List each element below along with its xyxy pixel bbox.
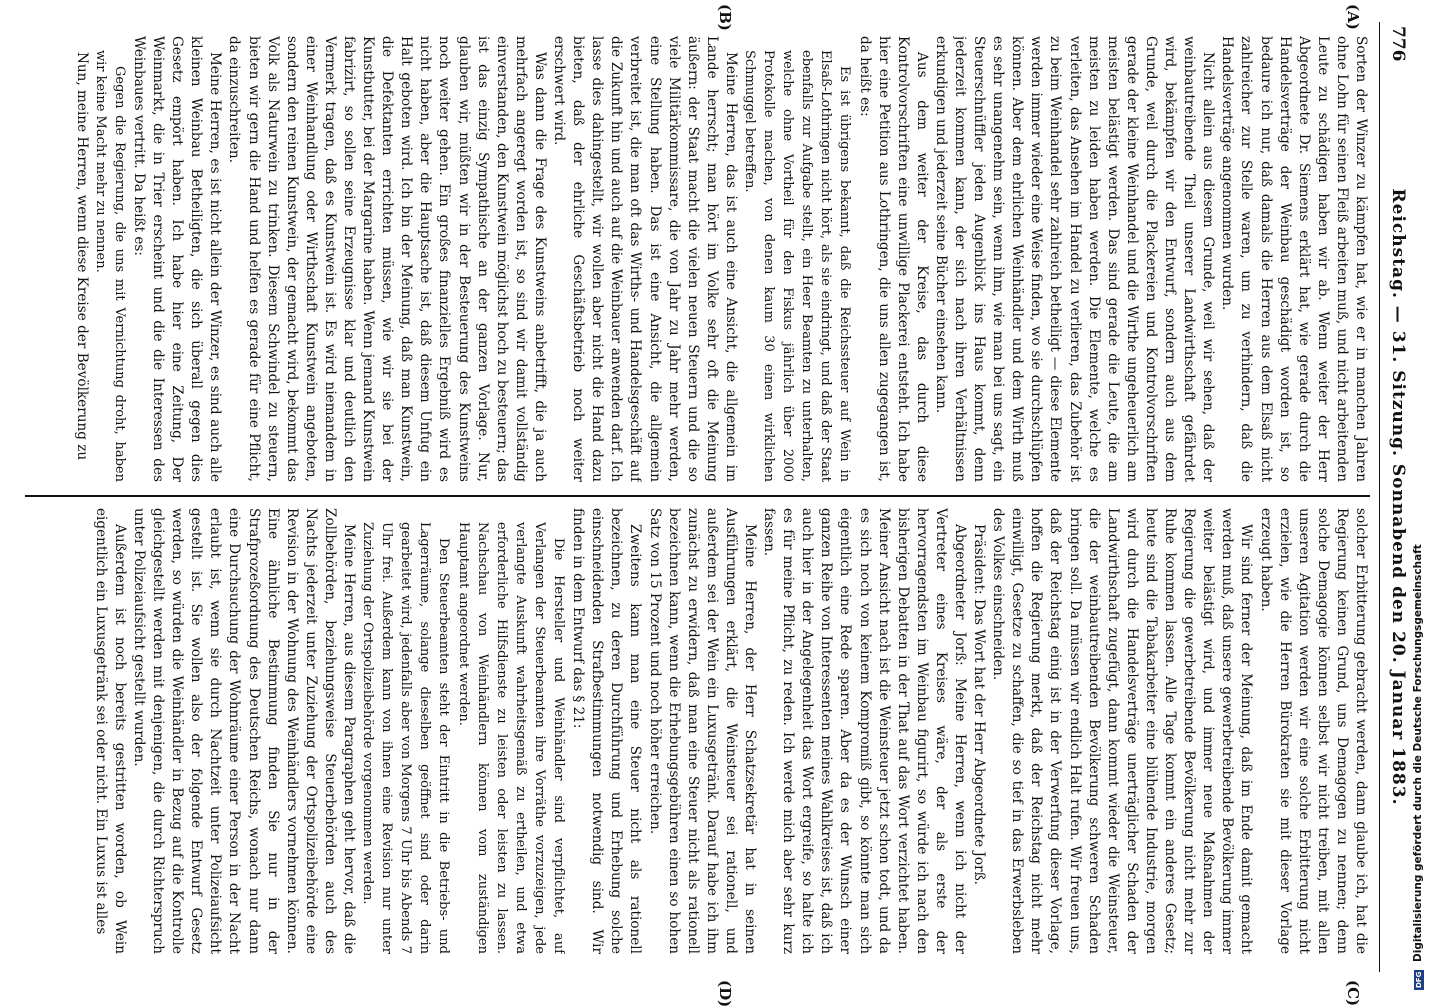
margin-mark-c: (C) [1344, 980, 1362, 1007]
left-column [25, 36, 1370, 482]
paragraph: Was dann die Frage des Kunstweins anbetrifft, die ja auch mehrfach angeregt worden ist, so sind wir damit vollständig einverstanden, den Kunstwein möglichst hoch zu besteuern; das ist das einzig Sympathische an der ganzen Vorlage. Nur, glauben wir, müßten wir in der Besteuerung des Kunstweins noch weiter gehen. Ein großes finanzielles Ergebniß wird es nicht haben, aber die Hauptsache ist, daß diesem Unfug ein Halt geboten wird. Ich bin der Meinung, daß man Kunstwein, die Defektanten errichten müssen, wie wir sie bei der Kunstbutter, bei der Margarine haben. Wenn jemand Kunstwein fabrizirt, so sollen seine Erzeugnisse klar und deutlich den Vermerk tragen, daß es Kunstwein ist. Es wird niemandem in einer Weinhandlung oder Wirthschaft Kunstwein angeboten, sondern den reinen Kunstwein, der gemacht wird, bekommt das Volk als Naturwein zu trinken. Diesem Schwindel zu steuern, bieten wir gern die Hand und helfen es gerade für eine Pflicht, da einzuschreiten. [226, 36, 548, 482]
paragraph: Außerdem ist noch bereits gestritten worden, ob Wein eigentlich ein Luxusgetränk sei oder nicht. Ein Luxus ist alles [92, 508, 128, 954]
paragraph: Nicht allein aus diesem Grunde, weil wir sehen, daß der weinbautreibende Theil unserer Landwirthschaft gefährdet wird, bekämpfen wir den Entwurf, sondern auch aus dem Grunde, weil durch die Plackereien und Kontrolvorschriften gerade der kleine Weinhandel und die Wirthe ungeheuerlich am meisten belästigt werden. Das sind gerade die Leute, die am meisten zu leiden haben werden. Die Elemente, welche es verleiten, das Ansehen im Handel zu verlieren, das Zubehör ist zu beim Weinhandel sehr zahlreich betheiligt — diese Elemente werden immer wieder eine Weise finden, wo sie durchschlüpfen können. Aber dem ehrlichen Weinhändler und dem Wirth muß es sehr unangenehm sein, wenn ihm, wie man bei uns sagt, ein Steuerschnüffler jeden Augenblick ins Haus kommt, denn jederzeit kommen kann, der sich nach ihren Verhältnissen erkundigen und jederzeit seine Bücher einsehen kann. [932, 36, 1217, 482]
dfg-logo: DFG [1415, 971, 1423, 988]
paragraph: Aus dem weiter der Kreise, das durch diese Kontrolvorschriften eine unwillige Plackerei entsteht. Ich habe hier eine Petition aus Lothringen, die uns allen zugegangen ist, da heißt es: [856, 36, 930, 482]
paragraph: Wir sind ferner der Meinung, daß im Ende damit gemacht werden muß, daß unsere gewerbetreibende Bevölkerung immer weiter belästigt wird, und immer neue Maßnahmen der Regierung die gewerbetreibende Bevölkerung nicht mehr zur Ruhe kommen lassen. Alle Tage kommt ein anderes Gesetz; heute sind die Tabakarbeiter eine blühende Industrie, morgen wird durch die Handelsverträge unerträglicher Schaden der Landwirthschaft zugefügt, dann kommt wieder die Weinsteuer, die der weinbautreibenden Bevölkerung schweren Schaden bringen soll. Da müssen wir endlich Halt rufen. Wir freuen uns, daß der Reichstag einig ist in der Verwerfung dieser Vorlage, hoffen die Regierung merkt, daß der Reichstag nicht mehr einwilligt, Gesetze zu schaffen, die so tief in das Erwerbsleben des Volkes einschneiden. [990, 508, 1255, 954]
newspaper-sheet [4, 4, 1414, 1007]
margin-mark-d: (D) [716, 980, 734, 1007]
paragraph: Meine Herren, der Herr Schatzsekretär hat in seinen Ausführungen erklärt, die Weinsteuer sei rationell, und außerdem sei der Wein ein Luxusgetränk. Darauf habe ich ihm zunächst zu erwidern, daß man eine Steuer nicht als rationell bezeichnen kann, wenn die Erhebungsgebühren einen so hohen Satz von 15 Prozent und noch höher erreichen. [646, 508, 758, 954]
right-column [25, 508, 1370, 954]
margin-mark-a: (A) [1344, 4, 1362, 30]
quotation: Gegen die Regierung, die uns mit Vernichtung droht, haben wir keine Macht mehr zu nennen. [92, 50, 127, 482]
margin-mark-b: (B) [716, 4, 734, 31]
page-header [1379, 22, 1414, 972]
paragraph: Meine Herren, es ist nicht allein der Winzer, es sind auch alle kleinen Weinbau Betheiligten, die sich überall gegen dies Gesetz empört haben. Ich habe hier eine Zeitung, Der Weinmarkt, die in Trier erscheint und die die Interessen des Weinbaues vertritt. Da heißt es: [131, 36, 224, 482]
speaker-paragraph: Abgeordneter Jorß: Meine Herren, wenn ich nicht der Vertreter eines Kreises wäre, der als erste der hervorragendsten im Weinbau figurirt, so würde ich nach den bisherigen Debatten in der That auf das Wort verzichtet haben. Meiner Ansicht nach ist die Weinsteuer jetzt schon todt, und da es sich noch von keinem Kompromiß gibt, so könnte man sich eigentlich eine Rede sparen. Aber da es der Wunsch einer ganzen Reihe von Interessenten meines Wahlkreises ist, daß ich auch hier in der Angelegenheit das Wort ergreife, so halte ich es für meine Pflicht, zu reden. Ich werde mich aber sehr kurz fassen. [761, 508, 969, 954]
page-title: Reichstag. — 31. Sitzung. Sonnabend den 20. Januar 1883. [1388, 188, 1408, 806]
quotation: Die Hersteller und Weinhändler sind verpflichtet, auf Verlangen der Steuerbeamten ihre Vorräthe vorzuzeigen, jede verlangte Auskunft wahrheitsgemäß zu ertheilen, und etwa erforderliche Hilfsdienste zu leisten oder leisten zu lassen. Nachschau von Weinhändlern können vom zuständigen Hauptamt angeordnet werden. [455, 522, 567, 954]
quotation: Es ist übrigens bekannt, daß die Reichssteuer auf Wein in Elsaß-Lothringen nicht hört, als sie eindringt, und daß der Staat ebenfalls zur Aufgabe stellt, ein Heer Beamten zu unterhalten, welche ohne Vortheil für den Fiskus jährlich über 2000 Protokolle machen, von denen kaum 30 einen wirklichen Schmuggel betreffen. [742, 50, 853, 482]
paragraph: Nun, meine Herren, wenn diese Kreise der Bevölkerung zu [73, 52, 90, 461]
speaker-paragraph: Präsident: Das Wort hat der Herr Abgeordnete Jorß. [971, 524, 988, 885]
column-divider [25, 495, 1370, 497]
page-number: 776 [1388, 26, 1408, 62]
paragraph: solcher Erbitterung gebracht werden, dann glaube ich, hat die Regierung keinen Grund, uns Demagogen zu nennen; denn solche Demagogie können selbst wir nicht treiben, mit allen unseren Agitation werden wir eine solche Erbitterung nicht erzielen, wie die Herren Bürokraten sie mit dieser Vorlage erzeugt haben. [1257, 508, 1369, 954]
page-footer [1412, 0, 1430, 990]
quotation: Den Steuerbeamten steht der Eintritt in die Betriebs- und Lagerräume, solange dieselben geöffnet sind oder darin gearbeitet wird, jedenfalls aber von Morgens 7 Uhr bis Abends 7 Uhr frei. Außerdem kann von ihnen eine Revision nur unter Zuziehung der Ortspolizeibehörde vorgenommen werden. [360, 522, 452, 954]
paragraph: Meine Herren, das ist auch eine Ansicht, die allgemein im Lande herrscht; man hört im Volke sehr oft die Meinung äußern: der Staat macht die vielen neuen Steuern und die so viele Militärkommissare, die von Jahr zu Jahr mehr werden, eine Stellung haben. Das ist eine Ansicht, die allgemein verbreitet ist, die man oft das Wirths- und Handelsgeschäft auf die Zukunft hin und auch auf die Weinbauer anwenden darf. Ich lasse dies dahingestellt, wir wollen aber nicht die Hand dazu bieten, daß der ehrliche Geschäftsbetrieb noch weiter erschwert wird. [551, 36, 739, 482]
paragraph: Sorten der Winzer zu kämpfen hat, wie er in manchen Jahren ohne Lohn für seinen Fleiß arbeiten muß, und nicht arbeitenden Leute zu schädigen haben wir ab. Wenn weiter der Herr Abgeordnete Dr. Siemens erklärt hat, wie gerade durch die Handelsverträge der Weinbau geschädigt worden ist, so bedaure ich nur, daß damals die Herren aus dem Elsaß nicht zahlreicher zur Stelle waren, um zu verhindern, daß die Handelsverträge angenommen wurden. [1219, 36, 1369, 482]
paragraph: Zweitens kann man eine Steuer nicht als rationell bezeichnen, zu deren Durchführung und Erhebung solche einschneidenden Strafbestimmungen notwendig sind. Wir finden in dem Entwurf das § 21: [570, 508, 644, 954]
paragraph: Meine Herren, aus diesem Paragraphen geht hervor, daß die Zollbehörden, beziehungsweise Steuerbehörden auch des Nachts jederzeit unter Zuziehung der Ortspolizeibehörde eine Revision in der Wohnung des Weinhändlers vornehmen können. Eine ähnliche Bestimmung finden Sie nur in der Strafprozeßordnung des Deutschen Reichs, wonach nur dann eine Durchsuchung der Wohnräume einer Person in der Nacht erlaubt ist, wenn sie durch Nachtzeit unter Polizeiaufsicht gestellt ist. Sie wollen also der folgende Entwurf Gesetz werden, so würden die Weinhändler in Bezug auf die Kontrolle gleichgestellt werden mit denjenigen, die durch Richterspruch unter Polizeiaufsicht gestellt wurden. [131, 508, 358, 954]
digitization-credit: Digitalisierung gefördert durch die Deutsche Forschungsgemeinschaft [1412, 544, 1424, 962]
